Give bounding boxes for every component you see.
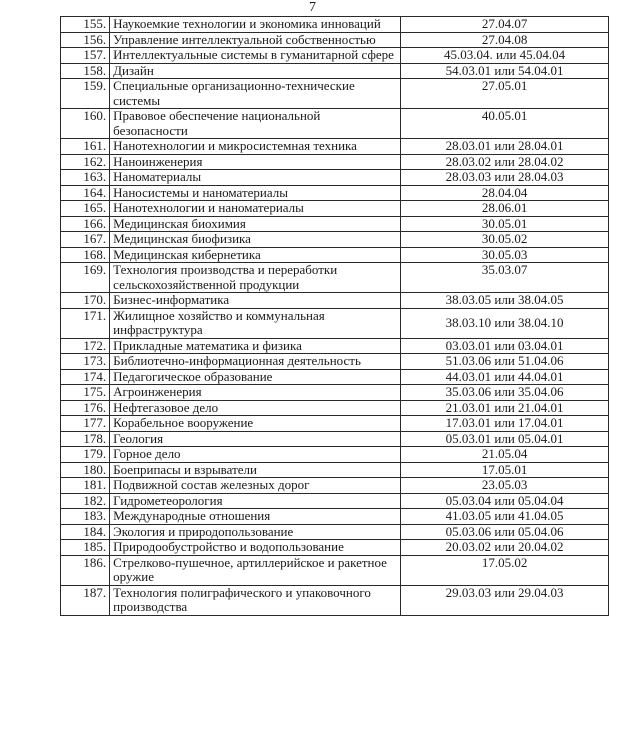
table-row	[61, 431, 609, 447]
specialty-name: Нефтегазовое дело	[110, 400, 401, 416]
row-number: 163.	[61, 170, 110, 186]
table-row	[61, 247, 609, 263]
table-row	[61, 447, 609, 463]
row-number: 155.	[61, 17, 110, 33]
specialty-name: Наукоемкие технологии и экономика инноваций	[110, 17, 401, 33]
specialty-name: Экология и природопользование	[110, 524, 401, 540]
specialty-code: 21.05.04	[401, 447, 609, 463]
specialty-name: Геология	[110, 431, 401, 447]
specialty-code: 27.04.08	[401, 32, 609, 48]
specialty-name: Наноматериалы	[110, 170, 401, 186]
table-row	[61, 109, 609, 139]
specialty-code: 40.05.01	[401, 109, 609, 139]
row-number: 161.	[61, 139, 110, 155]
specialty-name: Природообустройство и водопользование	[110, 540, 401, 556]
specialty-name: Агроинженерия	[110, 385, 401, 401]
table-row	[61, 509, 609, 525]
table-body	[61, 17, 609, 616]
specialty-name: Стрелково-пушечное, артиллерийское и ракетное оружие	[110, 555, 401, 585]
table-row	[61, 462, 609, 478]
table-row	[61, 139, 609, 155]
specialty-code: 20.03.02 или 20.04.02	[401, 540, 609, 556]
table-row	[61, 263, 609, 293]
table-row	[61, 524, 609, 540]
row-number: 160.	[61, 109, 110, 139]
table-row	[61, 154, 609, 170]
specialty-name: Технология полиграфического и упаковочного производства	[110, 585, 401, 615]
specialty-code: 28.03.02 или 28.04.02	[401, 154, 609, 170]
specialty-name: Библиотечно-информационная деятельность	[110, 354, 401, 370]
row-number: 168.	[61, 247, 110, 263]
row-number: 171.	[61, 308, 110, 338]
specialty-code: 35.03.07	[401, 263, 609, 293]
row-number: 169.	[61, 263, 110, 293]
row-number: 183.	[61, 509, 110, 525]
table-row	[61, 385, 609, 401]
table-row	[61, 555, 609, 585]
table-row	[61, 338, 609, 354]
table-row	[61, 354, 609, 370]
specialty-code: 05.03.01 или 05.04.01	[401, 431, 609, 447]
specialty-name: Прикладные математика и физика	[110, 338, 401, 354]
specialty-name: Наноинженерия	[110, 154, 401, 170]
specialty-name: Медицинская кибернетика	[110, 247, 401, 263]
table-row	[61, 63, 609, 79]
table-row	[61, 232, 609, 248]
specialty-code: 45.03.04. или 45.04.04	[401, 48, 609, 64]
specialty-name: Корабельное вооружение	[110, 416, 401, 432]
specialty-name: Подвижной состав железных дорог	[110, 478, 401, 494]
specialty-code: 28.04.04	[401, 185, 609, 201]
row-number: 172.	[61, 338, 110, 354]
table-row	[61, 17, 609, 33]
row-number: 165.	[61, 201, 110, 217]
row-number: 176.	[61, 400, 110, 416]
table-row	[61, 585, 609, 615]
row-number: 158.	[61, 63, 110, 79]
specialty-code: 30.05.03	[401, 247, 609, 263]
specialty-name: Бизнес-информатика	[110, 293, 401, 309]
specialty-name: Нанотехнологии и наноматериалы	[110, 201, 401, 217]
specialty-code: 28.06.01	[401, 201, 609, 217]
specialty-code: 38.03.10 или 38.04.10	[401, 308, 609, 338]
table-row	[61, 48, 609, 64]
table-row	[61, 493, 609, 509]
specialty-code: 17.03.01 или 17.04.01	[401, 416, 609, 432]
specialty-code: 54.03.01 или 54.04.01	[401, 63, 609, 79]
row-number: 185.	[61, 540, 110, 556]
row-number: 184.	[61, 524, 110, 540]
row-number: 178.	[61, 431, 110, 447]
specialty-name: Международные отношения	[110, 509, 401, 525]
table-row	[61, 293, 609, 309]
table-row	[61, 79, 609, 109]
specialty-name: Горное дело	[110, 447, 401, 463]
specialty-name: Гидрометеорология	[110, 493, 401, 509]
row-number: 159.	[61, 79, 110, 109]
row-number: 186.	[61, 555, 110, 585]
specialty-code: 27.05.01	[401, 79, 609, 109]
specialty-name: Медицинская биохимия	[110, 216, 401, 232]
row-number: 164.	[61, 185, 110, 201]
specialty-code: 05.03.06 или 05.04.06	[401, 524, 609, 540]
specialty-code: 05.03.04 или 05.04.04	[401, 493, 609, 509]
specialty-name: Управление интеллектуальной собственностью	[110, 32, 401, 48]
row-number: 156.	[61, 32, 110, 48]
specialty-code: 44.03.01 или 44.04.01	[401, 369, 609, 385]
table-row	[61, 32, 609, 48]
specialty-name: Нанотехнологии и микросистемная техника	[110, 139, 401, 155]
row-number: 174.	[61, 369, 110, 385]
table-row	[61, 478, 609, 494]
specialty-name: Дизайн	[110, 63, 401, 79]
specialty-code: 38.03.05 или 38.04.05	[401, 293, 609, 309]
specialty-code: 28.03.03 или 28.04.03	[401, 170, 609, 186]
row-number: 166.	[61, 216, 110, 232]
specialty-name: Педагогическое образование	[110, 369, 401, 385]
row-number: 182.	[61, 493, 110, 509]
table-row	[61, 369, 609, 385]
row-number: 177.	[61, 416, 110, 432]
specialty-code: 03.03.01 или 03.04.01	[401, 338, 609, 354]
specialty-name: Технология производства и переработки сельскохозяйственной продукции	[110, 263, 401, 293]
row-number: 170.	[61, 293, 110, 309]
specialty-code: 17.05.01	[401, 462, 609, 478]
specialty-code: 30.05.01	[401, 216, 609, 232]
row-number: 173.	[61, 354, 110, 370]
specialty-name: Интеллектуальные системы в гуманитарной сфере	[110, 48, 401, 64]
specialty-code: 41.03.05 или 41.04.05	[401, 509, 609, 525]
table-row	[61, 416, 609, 432]
specialty-name: Боеприпасы и взрыватели	[110, 462, 401, 478]
specialty-code: 21.03.01 или 21.04.01	[401, 400, 609, 416]
specialty-name: Специальные организационно-технические системы	[110, 79, 401, 109]
specialty-code: 29.03.03 или 29.04.03	[401, 585, 609, 615]
specialty-code: 30.05.02	[401, 232, 609, 248]
table-row	[61, 540, 609, 556]
table-row	[61, 400, 609, 416]
row-number: 187.	[61, 585, 110, 615]
row-number: 180.	[61, 462, 110, 478]
row-number: 175.	[61, 385, 110, 401]
specialty-code: 27.04.07	[401, 17, 609, 33]
specialty-code: 51.03.06 или 51.04.06	[401, 354, 609, 370]
page-number: 7	[309, 0, 316, 15]
specialty-code: 23.05.03	[401, 478, 609, 494]
specialties-table	[60, 16, 609, 616]
specialty-name: Жилищное хозяйство и коммунальная инфраструктура	[110, 308, 401, 338]
specialty-code: 28.03.01 или 28.04.01	[401, 139, 609, 155]
row-number: 162.	[61, 154, 110, 170]
specialty-name: Наносистемы и наноматериалы	[110, 185, 401, 201]
row-number: 167.	[61, 232, 110, 248]
row-number: 181.	[61, 478, 110, 494]
row-number: 179.	[61, 447, 110, 463]
specialty-name: Медицинская биофизика	[110, 232, 401, 248]
table-row	[61, 216, 609, 232]
table-row	[61, 170, 609, 186]
specialty-code: 35.03.06 или 35.04.06	[401, 385, 609, 401]
table-row	[61, 308, 609, 338]
specialty-code: 17.05.02	[401, 555, 609, 585]
table-row	[61, 201, 609, 217]
specialty-name: Правовое обеспечение национальной безопасности	[110, 109, 401, 139]
table-row	[61, 185, 609, 201]
row-number: 157.	[61, 48, 110, 64]
